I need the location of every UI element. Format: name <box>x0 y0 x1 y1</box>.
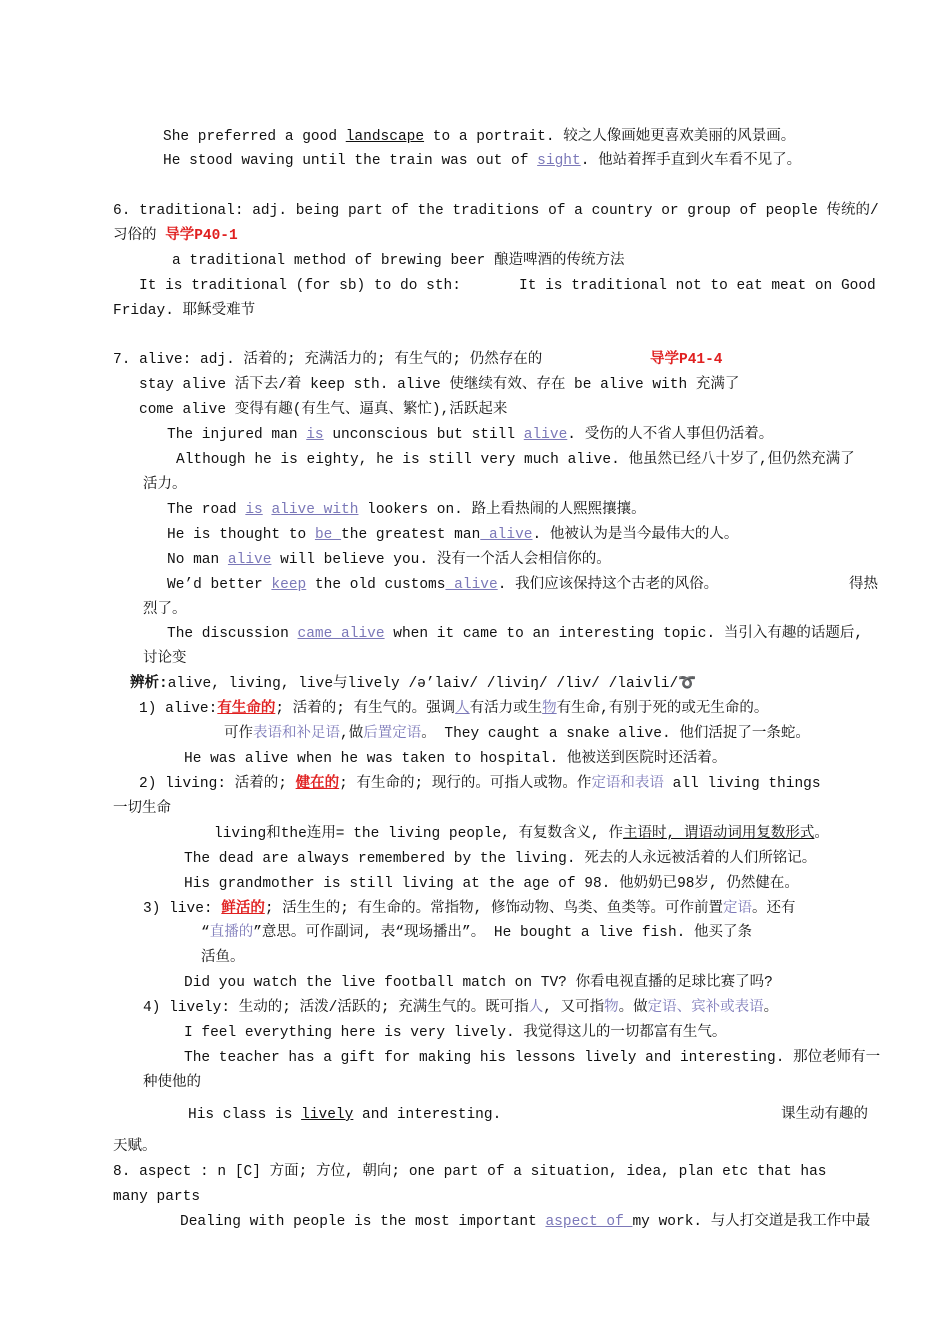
point-4 <box>143 998 778 1018</box>
text: ”意思。可作副词, 表“现场播出”。 He bought a live fish. 他买了条 <box>253 925 753 941</box>
text: He stood waving until the train was out of <box>163 153 538 169</box>
text: , 又可指 <box>543 1000 605 1016</box>
point-4-example-2: The teacher has a gift for making his lessons lively and interesting. 那位老师有一 <box>184 1050 881 1066</box>
reference-tag: 导学P41-4 <box>650 352 723 368</box>
text: 。 They caught a snake alive. 他们活捉了一条蛇。 <box>421 726 810 742</box>
entry-8-definition-cont: many parts <box>113 1189 201 1205</box>
text: 4) lively: 生动的; 活泼/活跃的; 充满生气的。既可指 <box>143 1000 529 1016</box>
entry-7-definition: 7. alive: adj. 活着的; 充满活力的; 有生气的; 仍然存在的 <box>113 352 543 368</box>
point-2 <box>139 774 821 794</box>
colored-term: 定语 <box>723 901 753 917</box>
entry-7-example-6-tail: 得热 <box>849 577 878 593</box>
text: . 他被认为是当今最伟大的人。 <box>532 527 739 543</box>
point-4-example-2-cont: 种使他的 <box>143 1075 201 1091</box>
colored-term: 定语和表语 <box>591 776 664 792</box>
text: The injured man <box>167 427 307 443</box>
text: 。做 <box>618 1000 648 1016</box>
text: His class is <box>188 1107 302 1123</box>
underlined-word: landscape <box>345 129 425 145</box>
underlined-word: is <box>245 502 263 518</box>
example-landscape <box>163 127 795 147</box>
text: She preferred a good <box>163 129 346 145</box>
text: living和the连用= the living people, 有复数含义, 作 <box>214 826 623 842</box>
underlined-word: aspect of <box>545 1214 633 1230</box>
entry-6-definition-cont <box>113 226 238 246</box>
colored-term: 物 <box>604 1000 619 1016</box>
highlight: 有生命的 <box>217 701 276 717</box>
colored-term: 人 <box>528 1000 544 1016</box>
highlight: 鲜活的 <box>221 901 265 917</box>
point-3-cont-2: 活鱼。 <box>201 950 245 966</box>
point-3 <box>143 899 796 919</box>
entry-7-example-2: Although he is eighty, he is still very much alive. 他虽然已经八十岁了,但仍然充满了 <box>176 452 855 468</box>
entry-6-example-1: a traditional method of brewing beer 酿造啤酒的传统方法 <box>172 253 625 269</box>
text: the greatest man <box>341 527 481 543</box>
entry-8-example-1 <box>180 1212 870 1232</box>
text: Dealing with people is the most important <box>180 1214 546 1230</box>
entry-8-definition: 8. aspect : n [C] 方面; 方位, 朝向; one part of a situation, idea, plan etc that has <box>113 1164 827 1180</box>
point-2-example-2: His grandmother is still living at the age of 98. 他奶奶已98岁, 仍然健在。 <box>184 876 799 892</box>
analysis-label: 辨析: <box>130 676 168 692</box>
entry-7-example-7-cont: 讨论变 <box>143 651 187 667</box>
text: all living things <box>663 776 821 792</box>
entry-7-example-4 <box>167 525 738 545</box>
entry-6-example-2b: It is traditional not to eat meat on Good <box>519 278 876 294</box>
text: lookers on. 路上看热闹的人熙熙攘攘。 <box>358 502 646 518</box>
point-2-cont: 一切生命 <box>113 801 171 817</box>
text: The discussion <box>167 626 298 642</box>
text: 3) live: <box>143 901 222 917</box>
underlined-word: 人 <box>455 701 470 717</box>
text: ,做 <box>340 726 364 742</box>
underlined-word: sight <box>537 153 581 169</box>
point-4-example-3-cont: 天赋。 <box>113 1139 157 1155</box>
text: my work. 与人打交道是我工作中最 <box>632 1214 871 1230</box>
text: . 受伤的人不省人事但仍活着。 <box>567 427 774 443</box>
entry-7-phrases-1: stay alive 活下去/着 keep sth. alive 使继续有效、存在 be alive with 充满了 <box>139 377 740 393</box>
underlined-word: alive <box>480 527 533 543</box>
point-4-example-3-tail: 课生动有趣的 <box>781 1107 868 1123</box>
underlined-word: alive <box>445 577 498 593</box>
colored-term: 定语、宾补或表语 <box>647 1000 764 1016</box>
text: “ <box>201 925 210 941</box>
point-4-example-3 <box>188 1105 501 1125</box>
point-1-usage <box>224 724 810 744</box>
underlined-word: alive <box>523 427 568 443</box>
underlined-word: be <box>314 527 342 543</box>
text: will believe you. 没有一个活人会相信你的。 <box>271 552 611 568</box>
underlined-word: is <box>306 427 324 443</box>
entry-6-definition: 6. traditional: adj. being part of the traditions of a country or group of people 传统的/ <box>113 203 879 219</box>
text: We’d better <box>167 577 272 593</box>
point-2-example-1: The dead are always remembered by the living. 死去的人永远被活着的人们所铭记。 <box>184 851 817 867</box>
text: He is thought to <box>167 527 315 543</box>
loop-icon: ➰ <box>678 676 697 692</box>
text: The road <box>167 502 246 518</box>
text: when it came to an interesting topic. 当引入有趣的话题后, <box>384 626 864 642</box>
underlined-phrase: 主语时, 谓语动词用复数形式 <box>622 826 815 842</box>
underlined-word: alive with <box>271 502 359 518</box>
entry-7-example-6-cont: 烈了。 <box>143 602 187 618</box>
text: alive, living, live与lively /ə’laiv/ /liviŋ/ /liv/ /laivli/ <box>167 676 679 692</box>
entry-7-example-1 <box>167 425 773 445</box>
entry-7-phrases-2: come alive 变得有趣(有生气、逼真、繁忙),活跃起来 <box>139 402 508 418</box>
entry-6-example-2a: It is traditional (for sb) to do sth: <box>139 278 461 294</box>
text: to a portrait. 较之人像画她更喜欢美丽的风景画。 <box>424 129 796 145</box>
text: the old customs <box>306 577 446 593</box>
point-3-example: Did you watch the live football match on TV? 你看电视直播的足球比赛了吗? <box>184 975 773 991</box>
entry-7-example-5 <box>167 550 611 570</box>
text: 。还有 <box>752 901 796 917</box>
point-1-example: He was alive when he was taken to hospital. 他被送到医院时还活着。 <box>184 751 727 767</box>
text: ; 有生命的; 现行的。可指人或物。作 <box>339 776 592 792</box>
entry-6-example-2c: Friday. 耶稣受难节 <box>113 303 256 319</box>
underlined-word: lively <box>301 1107 354 1123</box>
text: . 他站着挥手直到火车看不见了。 <box>580 153 802 169</box>
reference-tag: 导学P40-1 <box>165 228 238 244</box>
colored-term: 表语和补足语 <box>253 726 340 742</box>
text: 2) living: 活着的; <box>139 776 296 792</box>
point-1 <box>139 699 768 719</box>
point-2-note <box>214 824 829 844</box>
text: unconscious but still <box>323 427 524 443</box>
entry-7-example-7 <box>167 624 863 644</box>
underlined-word: 物 <box>542 701 557 717</box>
text: and interesting. <box>353 1107 502 1123</box>
highlight: 健在的 <box>295 776 340 792</box>
entry-7-example-2-cont: 活力。 <box>143 477 187 493</box>
text: 。 <box>763 1000 779 1016</box>
text: ; 活生生的; 有生命的。常指物, 修饰动物、鸟类、鱼类等。可作前置 <box>264 901 724 917</box>
entry-7-example-3 <box>167 500 646 520</box>
colored-term: 后置定语 <box>363 726 422 742</box>
point-3-cont <box>201 923 752 943</box>
text: 1) alive: <box>139 701 218 717</box>
text: 有生命,有别于死的或无生命的。 <box>556 701 769 717</box>
text: ; 活着的; 有生气的。强调 <box>275 701 456 717</box>
text: No man <box>167 552 228 568</box>
text: 可作 <box>224 726 253 742</box>
entry-7-example-6 <box>167 575 718 595</box>
underlined-word: came alive <box>297 626 385 642</box>
example-sight <box>163 151 801 171</box>
text: 习俗的 <box>113 228 166 244</box>
analysis-heading <box>130 674 696 694</box>
text: . 我们应该保持这个古老的风俗。 <box>497 577 719 593</box>
point-4-example-1: I feel everything here is very lively. 我觉得这儿的一切都富有生气。 <box>184 1025 727 1041</box>
text: 。 <box>814 826 829 842</box>
underlined-word: alive <box>227 552 272 568</box>
colored-term: 直播的 <box>209 925 254 941</box>
underlined-word: keep <box>271 577 307 593</box>
text: 有活力或生 <box>469 701 543 717</box>
